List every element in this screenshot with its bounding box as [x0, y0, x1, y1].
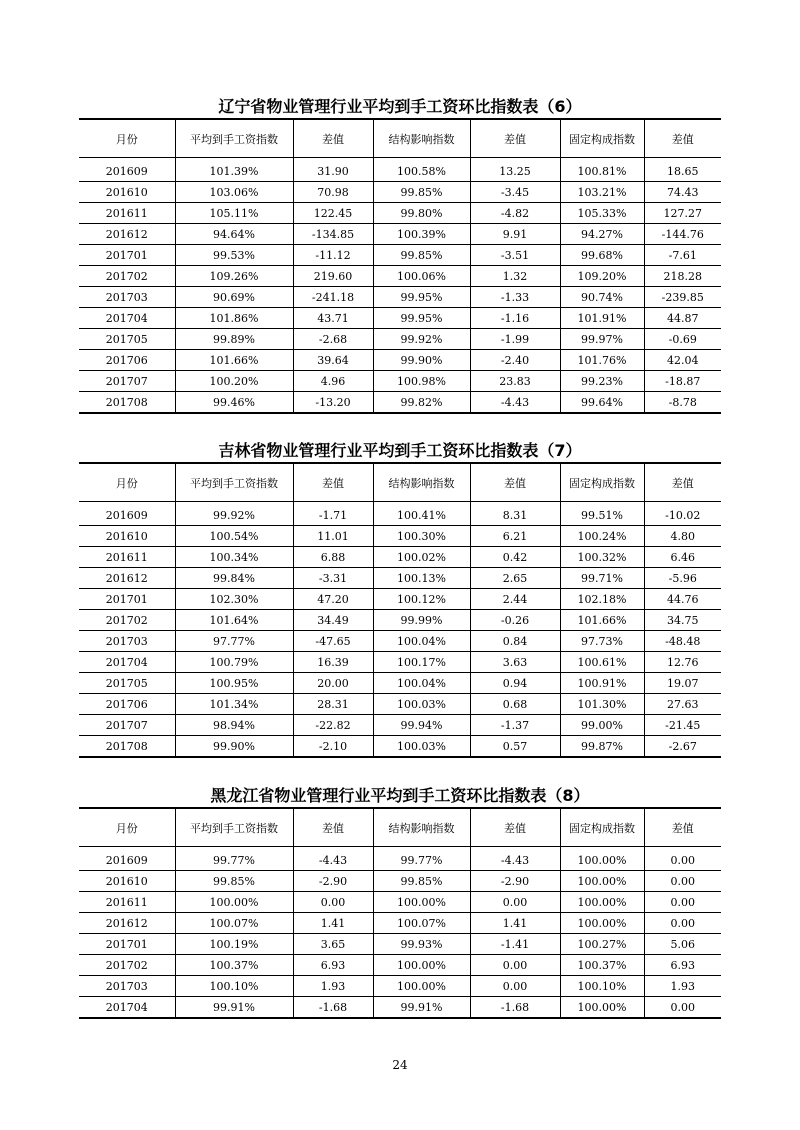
col-header-fixed-index: 固定构成指数: [560, 463, 644, 502]
cell-structure-index: 100.13%: [373, 568, 470, 589]
cell-diff: 39.64: [293, 350, 373, 371]
cell-diff: -2.67: [644, 736, 721, 758]
table-row: [79, 502, 721, 526]
cell-structure-index: 99.95%: [373, 308, 470, 329]
cell-diff: 3.65: [293, 934, 373, 955]
cell-month: 201609: [105, 508, 148, 522]
header-row: [79, 808, 721, 847]
header-row: [79, 463, 721, 502]
cell-fixed-index: 100.61%: [560, 652, 644, 673]
cell-structure-index: 100.00%: [373, 976, 470, 997]
cell-diff: 31.90: [293, 158, 373, 182]
cell-avg-wage-index: 99.90%: [175, 736, 293, 758]
cell-avg-wage-index: 100.37%: [175, 955, 293, 976]
table-row: [79, 392, 721, 414]
cell-avg-wage-index: 101.64%: [175, 610, 293, 631]
cell-diff: -134.85: [293, 224, 373, 245]
cell-month: 201610: [79, 182, 175, 203]
cell-month: 201702: [79, 610, 175, 631]
col-header-diff: 差值: [644, 463, 721, 502]
cell-month: 201704: [79, 652, 175, 673]
cell-diff: 6.46: [644, 547, 721, 568]
cell-month: 201609: [105, 853, 148, 867]
cell-diff: 127.27: [644, 203, 721, 224]
cell-month: 201702: [79, 955, 175, 976]
cell-avg-wage-index: 99.53%: [175, 245, 293, 266]
table-row: [79, 997, 721, 1019]
cell-diff: 0.84: [470, 631, 560, 652]
col-header-avg-wage-index: 平均到手工资指数: [175, 808, 293, 847]
col-header-avg-wage-index: 平均到手工资指数: [175, 119, 293, 158]
cell-fixed-index: 99.23%: [560, 371, 644, 392]
cell-diff: -2.68: [293, 329, 373, 350]
table-row: [79, 673, 721, 694]
cell-diff: 6.21: [470, 526, 560, 547]
cell-structure-index: 100.04%: [373, 631, 470, 652]
cell-diff: -1.33: [470, 287, 560, 308]
cell-avg-wage-index: 101.39%: [175, 158, 293, 182]
cell-diff: 44.87: [644, 308, 721, 329]
cell-structure-index: 99.77%: [373, 847, 470, 871]
table-row: [79, 350, 721, 371]
cell-diff: -22.82: [293, 715, 373, 736]
cell-diff: 70.98: [293, 182, 373, 203]
cell-fixed-index: 105.33%: [560, 203, 644, 224]
cell-avg-wage-index: 99.84%: [175, 568, 293, 589]
cell-fixed-index: 100.00%: [560, 892, 644, 913]
table-row: [79, 715, 721, 736]
cell-fixed-index: 100.24%: [560, 526, 644, 547]
cell-fixed-index: 100.00%: [560, 997, 644, 1019]
cell-structure-index: 100.41%: [373, 502, 470, 526]
cell-diff: 13.25: [470, 158, 560, 182]
cell-month: 201707: [79, 715, 175, 736]
cell-month: 201706: [79, 350, 175, 371]
cell-fixed-index: 100.00%: [560, 847, 644, 871]
col-header-diff: 差值: [470, 808, 560, 847]
cell-structure-index: 99.80%: [373, 203, 470, 224]
table-row: [79, 934, 721, 955]
cell-fixed-index: 109.20%: [560, 266, 644, 287]
table-row: [79, 308, 721, 329]
col-header-structure-index: 结构影响指数: [373, 463, 470, 502]
cell-diff: -1.71: [293, 502, 373, 526]
col-header-structure-index: 结构影响指数: [373, 808, 470, 847]
cell-avg-wage-index: 100.10%: [175, 976, 293, 997]
cell-fixed-index: 101.76%: [560, 350, 644, 371]
cell-month: 201611: [79, 547, 175, 568]
cell-diff: -144.76: [644, 224, 721, 245]
cell-avg-wage-index: 105.11%: [175, 203, 293, 224]
table-row: [79, 589, 721, 610]
cell-month: 201611: [79, 203, 175, 224]
col-header-fixed-index: 固定构成指数: [560, 808, 644, 847]
cell-avg-wage-index: 99.89%: [175, 329, 293, 350]
cell-fixed-index: 99.71%: [560, 568, 644, 589]
index-table: [79, 807, 721, 1019]
cell-fixed-index: 101.66%: [560, 610, 644, 631]
cell-diff: -1.68: [470, 997, 560, 1019]
cell-diff: -5.96: [644, 568, 721, 589]
cell-diff: 5.06: [644, 934, 721, 955]
cell-structure-index: 99.85%: [373, 182, 470, 203]
cell-diff: -3.45: [470, 182, 560, 203]
cell-structure-index: 100.04%: [373, 673, 470, 694]
cell-diff: 20.00: [293, 673, 373, 694]
cell-avg-wage-index: 101.86%: [175, 308, 293, 329]
cell-avg-wage-index: 99.91%: [175, 997, 293, 1019]
index-table: [79, 118, 721, 414]
cell-diff: -47.65: [293, 631, 373, 652]
cell-diff: 16.39: [293, 652, 373, 673]
cell-diff: 4.96: [293, 371, 373, 392]
cell-avg-wage-index: 99.77%: [175, 847, 293, 871]
cell-structure-index: 100.39%: [373, 224, 470, 245]
cell-diff: 122.45: [293, 203, 373, 224]
table-row: [79, 871, 721, 892]
cell-month: 201610: [79, 871, 175, 892]
cell-avg-wage-index: 98.94%: [175, 715, 293, 736]
cell-avg-wage-index: 100.79%: [175, 652, 293, 673]
cell-diff: 1.32: [470, 266, 560, 287]
cell-month: 201708: [79, 736, 175, 758]
cell-month: 201703: [79, 631, 175, 652]
cell-month: 201708: [79, 392, 175, 414]
col-header-month: 月份: [79, 119, 175, 158]
cell-month: 201703: [79, 976, 175, 997]
cell-diff: 0.00: [470, 955, 560, 976]
cell-structure-index: 99.95%: [373, 287, 470, 308]
cell-avg-wage-index: 100.07%: [175, 913, 293, 934]
cell-avg-wage-index: 100.00%: [175, 892, 293, 913]
cell-month: 201703: [79, 287, 175, 308]
table-row: [79, 547, 721, 568]
table-row: [79, 976, 721, 997]
cell-diff: -3.31: [293, 568, 373, 589]
cell-structure-index: 99.82%: [373, 392, 470, 414]
table-title: 吉林省物业管理行业平均到手工资环比指数表（7）: [218, 441, 582, 460]
cell-fixed-index: 94.27%: [560, 224, 644, 245]
cell-avg-wage-index: 102.30%: [175, 589, 293, 610]
cell-fixed-index: 101.91%: [560, 308, 644, 329]
cell-month: 201701: [79, 245, 175, 266]
cell-fixed-index: 100.91%: [560, 673, 644, 694]
col-header-diff: 差值: [644, 808, 721, 847]
cell-avg-wage-index: 101.66%: [175, 350, 293, 371]
cell-diff: 28.31: [293, 694, 373, 715]
table-section-jilin: [79, 440, 721, 758]
cell-diff: -13.20: [293, 392, 373, 414]
cell-month: 201612: [79, 224, 175, 245]
cell-structure-index: 99.92%: [373, 329, 470, 350]
cell-avg-wage-index: 90.69%: [175, 287, 293, 308]
table-row: [79, 371, 721, 392]
cell-diff: 1.93: [644, 976, 721, 997]
table-row: [79, 266, 721, 287]
table-row: [79, 329, 721, 350]
cell-month: 201609: [105, 164, 148, 178]
cell-diff: -3.51: [470, 245, 560, 266]
col-header-fixed-index: 固定构成指数: [560, 119, 644, 158]
cell-month: 201701: [79, 934, 175, 955]
cell-month: 201612: [79, 568, 175, 589]
col-header-structure-index: 结构影响指数: [373, 119, 470, 158]
col-header-month: 月份: [79, 463, 175, 502]
cell-diff: -4.43: [293, 847, 373, 871]
cell-diff: -1.99: [470, 329, 560, 350]
cell-diff: -2.90: [293, 871, 373, 892]
cell-diff: 0.42: [470, 547, 560, 568]
cell-fixed-index: 100.00%: [560, 913, 644, 934]
cell-diff: -21.45: [644, 715, 721, 736]
cell-diff: 2.65: [470, 568, 560, 589]
cell-avg-wage-index: 100.54%: [175, 526, 293, 547]
cell-diff: -7.61: [644, 245, 721, 266]
table-row: [79, 652, 721, 673]
cell-diff: -2.90: [470, 871, 560, 892]
cell-diff: -1.68: [293, 997, 373, 1019]
cell-fixed-index: 103.21%: [560, 182, 644, 203]
cell-diff: -10.02: [644, 502, 721, 526]
cell-month: 201705: [79, 673, 175, 694]
cell-diff: 19.07: [644, 673, 721, 694]
cell-diff: -0.69: [644, 329, 721, 350]
cell-structure-index: 100.12%: [373, 589, 470, 610]
cell-month: 201706: [79, 694, 175, 715]
cell-avg-wage-index: 99.46%: [175, 392, 293, 414]
table-row: [79, 224, 721, 245]
cell-month: 201611: [79, 892, 175, 913]
cell-diff: -4.82: [470, 203, 560, 224]
cell-diff: -4.43: [470, 392, 560, 414]
table-row: [79, 526, 721, 547]
cell-diff: 4.80: [644, 526, 721, 547]
table-row: [79, 631, 721, 652]
header-row: [79, 119, 721, 158]
col-header-diff: 差值: [293, 119, 373, 158]
table-section-liaoning: [79, 96, 721, 414]
cell-month: 201702: [79, 266, 175, 287]
cell-fixed-index: 99.68%: [560, 245, 644, 266]
cell-diff: 8.31: [470, 502, 560, 526]
cell-fixed-index: 102.18%: [560, 589, 644, 610]
table-row: [79, 182, 721, 203]
cell-diff: 218.28: [644, 266, 721, 287]
cell-diff: 11.01: [293, 526, 373, 547]
cell-avg-wage-index: 94.64%: [175, 224, 293, 245]
cell-fixed-index: 100.27%: [560, 934, 644, 955]
cell-structure-index: 100.00%: [373, 955, 470, 976]
cell-diff: 1.93: [293, 976, 373, 997]
cell-diff: 43.71: [293, 308, 373, 329]
table-row: [79, 736, 721, 758]
cell-structure-index: 99.99%: [373, 610, 470, 631]
cell-avg-wage-index: 101.34%: [175, 694, 293, 715]
cell-fixed-index: 100.00%: [560, 871, 644, 892]
cell-diff: 0.94: [470, 673, 560, 694]
cell-diff: 9.91: [470, 224, 560, 245]
cell-diff: -18.87: [644, 371, 721, 392]
cell-diff: -11.12: [293, 245, 373, 266]
table-row: [79, 913, 721, 934]
table-row: [79, 694, 721, 715]
cell-diff: 0.00: [644, 871, 721, 892]
cell-diff: -0.26: [470, 610, 560, 631]
cell-structure-index: 100.30%: [373, 526, 470, 547]
cell-month: 201705: [79, 329, 175, 350]
cell-avg-wage-index: 103.06%: [175, 182, 293, 203]
cell-fixed-index: 101.30%: [560, 694, 644, 715]
cell-fixed-index: 99.00%: [560, 715, 644, 736]
cell-fixed-index: 97.73%: [560, 631, 644, 652]
table-row: [79, 568, 721, 589]
cell-structure-index: 100.98%: [373, 371, 470, 392]
cell-fixed-index: 99.87%: [560, 736, 644, 758]
cell-diff: 0.57: [470, 736, 560, 758]
table-row: [79, 203, 721, 224]
cell-diff: -1.16: [470, 308, 560, 329]
cell-month: 201707: [79, 371, 175, 392]
col-header-diff: 差值: [293, 463, 373, 502]
cell-structure-index: 99.94%: [373, 715, 470, 736]
cell-diff: 6.88: [293, 547, 373, 568]
cell-avg-wage-index: 100.95%: [175, 673, 293, 694]
cell-avg-wage-index: 99.85%: [175, 871, 293, 892]
cell-structure-index: 100.07%: [373, 913, 470, 934]
cell-diff: 0.00: [470, 892, 560, 913]
table-row: [79, 892, 721, 913]
cell-avg-wage-index: 100.19%: [175, 934, 293, 955]
cell-structure-index: 99.91%: [373, 997, 470, 1019]
cell-diff: 6.93: [644, 955, 721, 976]
cell-structure-index: 99.85%: [373, 871, 470, 892]
col-header-diff: 差值: [470, 119, 560, 158]
cell-month: 201701: [79, 589, 175, 610]
cell-structure-index: 100.02%: [373, 547, 470, 568]
cell-diff: 42.04: [644, 350, 721, 371]
cell-diff: 0.00: [293, 892, 373, 913]
cell-diff: 219.60: [293, 266, 373, 287]
cell-fixed-index: 90.74%: [560, 287, 644, 308]
cell-month: 201704: [79, 308, 175, 329]
cell-diff: 2.44: [470, 589, 560, 610]
cell-diff: -48.48: [644, 631, 721, 652]
cell-fixed-index: 100.37%: [560, 955, 644, 976]
cell-fixed-index: 99.64%: [560, 392, 644, 414]
cell-fixed-index: 100.32%: [560, 547, 644, 568]
cell-diff: 18.65: [644, 158, 721, 182]
cell-structure-index: 99.93%: [373, 934, 470, 955]
cell-diff: 1.41: [293, 913, 373, 934]
cell-diff: 12.76: [644, 652, 721, 673]
cell-month: 201612: [79, 913, 175, 934]
cell-fixed-index: 99.51%: [560, 502, 644, 526]
cell-diff: 27.63: [644, 694, 721, 715]
cell-structure-index: 100.00%: [373, 892, 470, 913]
cell-structure-index: 100.58%: [373, 158, 470, 182]
cell-diff: 0.00: [644, 913, 721, 934]
cell-diff: -4.43: [470, 847, 560, 871]
table-row: [79, 158, 721, 182]
index-table: [79, 462, 721, 758]
cell-diff: 23.83: [470, 371, 560, 392]
cell-fixed-index: 100.10%: [560, 976, 644, 997]
table-title: 辽宁省物业管理行业平均到手工资环比指数表（6）: [218, 97, 582, 116]
col-header-month: 月份: [79, 808, 175, 847]
cell-avg-wage-index: 99.92%: [175, 502, 293, 526]
cell-avg-wage-index: 109.26%: [175, 266, 293, 287]
cell-diff: 0.00: [644, 847, 721, 871]
cell-month: 201610: [79, 526, 175, 547]
cell-structure-index: 100.03%: [373, 694, 470, 715]
cell-diff: 0.68: [470, 694, 560, 715]
cell-diff: 0.00: [644, 997, 721, 1019]
cell-structure-index: 100.03%: [373, 736, 470, 758]
cell-month: 201704: [79, 997, 175, 1019]
cell-diff: 0.00: [470, 976, 560, 997]
cell-structure-index: 99.85%: [373, 245, 470, 266]
cell-diff: 34.75: [644, 610, 721, 631]
table-row: [79, 955, 721, 976]
cell-diff: 3.63: [470, 652, 560, 673]
cell-diff: 0.00: [644, 892, 721, 913]
table-row: [79, 610, 721, 631]
cell-diff: -2.40: [470, 350, 560, 371]
cell-avg-wage-index: 100.34%: [175, 547, 293, 568]
cell-diff: 47.20: [293, 589, 373, 610]
cell-avg-wage-index: 100.20%: [175, 371, 293, 392]
cell-diff: 44.76: [644, 589, 721, 610]
cell-avg-wage-index: 97.77%: [175, 631, 293, 652]
col-header-diff: 差值: [470, 463, 560, 502]
cell-diff: 1.41: [470, 913, 560, 934]
cell-diff: 34.49: [293, 610, 373, 631]
table-row: [79, 847, 721, 871]
cell-diff: -1.41: [470, 934, 560, 955]
table-row: [79, 287, 721, 308]
cell-diff: 74.43: [644, 182, 721, 203]
cell-fixed-index: 99.97%: [560, 329, 644, 350]
col-header-diff: 差值: [293, 808, 373, 847]
cell-structure-index: 100.06%: [373, 266, 470, 287]
page-number: 24: [392, 1058, 408, 1072]
col-header-avg-wage-index: 平均到手工资指数: [175, 463, 293, 502]
cell-diff: -1.37: [470, 715, 560, 736]
cell-structure-index: 99.90%: [373, 350, 470, 371]
cell-diff: -2.10: [293, 736, 373, 758]
cell-fixed-index: 100.81%: [560, 158, 644, 182]
cell-diff: -8.78: [644, 392, 721, 414]
col-header-diff: 差值: [644, 119, 721, 158]
table-row: [79, 245, 721, 266]
cell-diff: -241.18: [293, 287, 373, 308]
cell-diff: -239.85: [644, 287, 721, 308]
table-section-heilongjiang: [79, 785, 721, 1019]
table-title: 黑龙江省物业管理行业平均到手工资环比指数表（8）: [210, 786, 590, 805]
cell-structure-index: 100.17%: [373, 652, 470, 673]
cell-diff: 6.93: [293, 955, 373, 976]
